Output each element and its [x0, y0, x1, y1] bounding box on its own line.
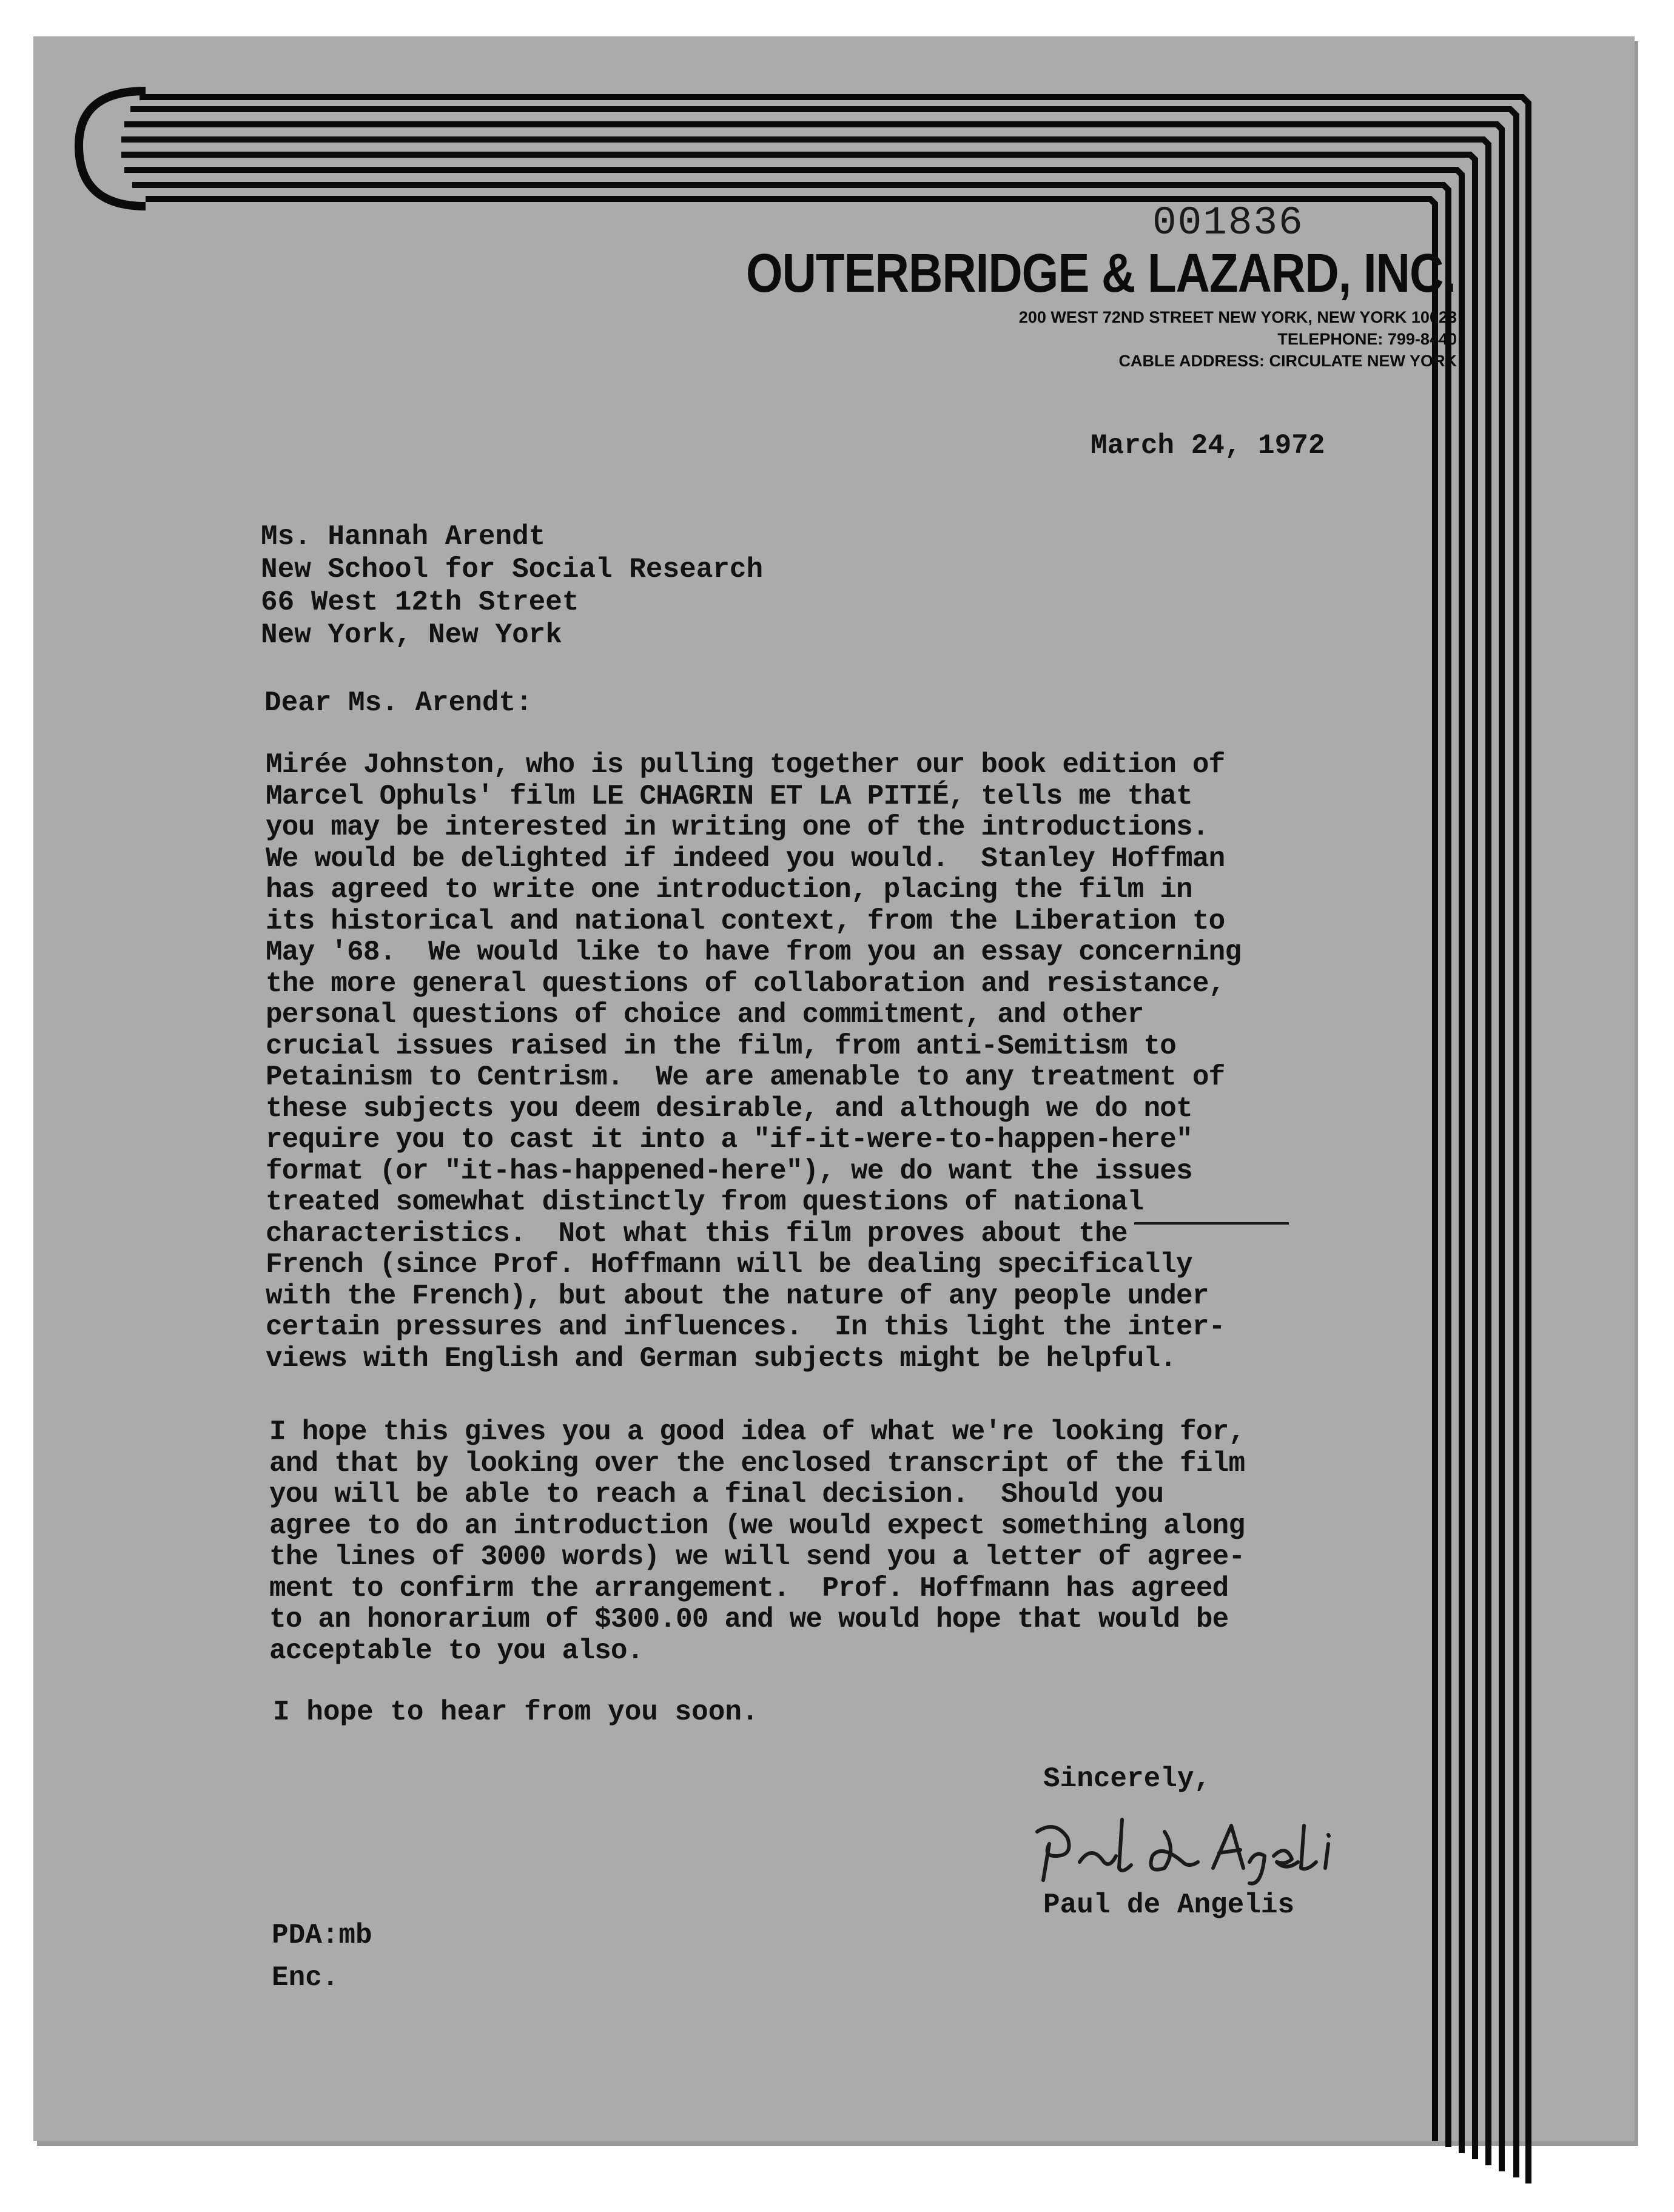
- company-telephone: TELEPHONE: 799-8440: [1277, 330, 1457, 348]
- recipient-line: New York, New York: [261, 619, 562, 651]
- handwritten-signature: [1031, 1807, 1371, 1892]
- enclosure-note: Enc.: [272, 1962, 339, 1994]
- salutation: Dear Ms. Arendt:: [264, 687, 533, 719]
- signer-name: Paul de Angelis: [1043, 1889, 1295, 1921]
- recipient-line: 66 West 12th Street: [261, 587, 579, 618]
- body-paragraph: I hope to hear from you soon.: [273, 1696, 759, 1728]
- letter-date: March 24, 1972: [1091, 430, 1325, 462]
- handwritten-underline: [1134, 1222, 1289, 1225]
- typist-initials: PDA:mb: [272, 1920, 372, 1951]
- closing: Sincerely,: [1043, 1763, 1211, 1795]
- body-paragraph: Mirée Johnston, who is pulling together our book edition of Marcel Ophuls' film LE CHAGRIN ET LA PITIÉ, tells me that you may be interested in writing one of the introductions. We would be delighted if indeed you would. Stanley Hoffman has agreed to write one introduction, placing the film in its historical and national context, from the Liberation to May '68. We would like to have from you an essay concerning the more general questions of collaboration and resistance, personal questions of choice and commitment, and other crucial issues raised in the film, from anti-Semitism to Petainism to Centrism. We are amenable to any treatment of these subjects you deem desirable, and although we do not require you to cast it into a "if-it-were-to-happen-here" format (or "it-has-happened-here"), we do want the issues treated somewhat distinctly from questions of national characteristics. Not what this film proves about the French (since Prof. Hoffmann will be dealing specifically with the French), but about the nature of any people under certain pressures and influences. In this light the inter- views with English and German subjects might be helpful.: [266, 749, 1242, 1374]
- company-name: OUTERBRIDGE & LAZARD, INC.: [746, 242, 1456, 304]
- recipient-line: Ms. Hannah Arendt: [261, 521, 546, 553]
- body-paragraph: I hope this gives you a good idea of what we're looking for, and that by looking over the enclosed transcript of the film you will be able to reach a final decision. Should you agree to do an introduction (we would expect something along the lines of 3000 words) we will send you a letter of agree- ment to confirm the arrangement. Prof. Hoffmann has agreed to an honorarium of $300.00 and we would hope that would be acceptable to you also.: [269, 1416, 1245, 1667]
- document-number: 001836: [1152, 200, 1304, 246]
- recipient-line: New School for Social Research: [261, 554, 764, 585]
- company-cable-address: CABLE ADDRESS: CIRCULATE NEW YORK: [1118, 352, 1457, 370]
- company-address: 200 WEST 72ND STREET NEW YORK, NEW YORK 10023: [1018, 308, 1457, 326]
